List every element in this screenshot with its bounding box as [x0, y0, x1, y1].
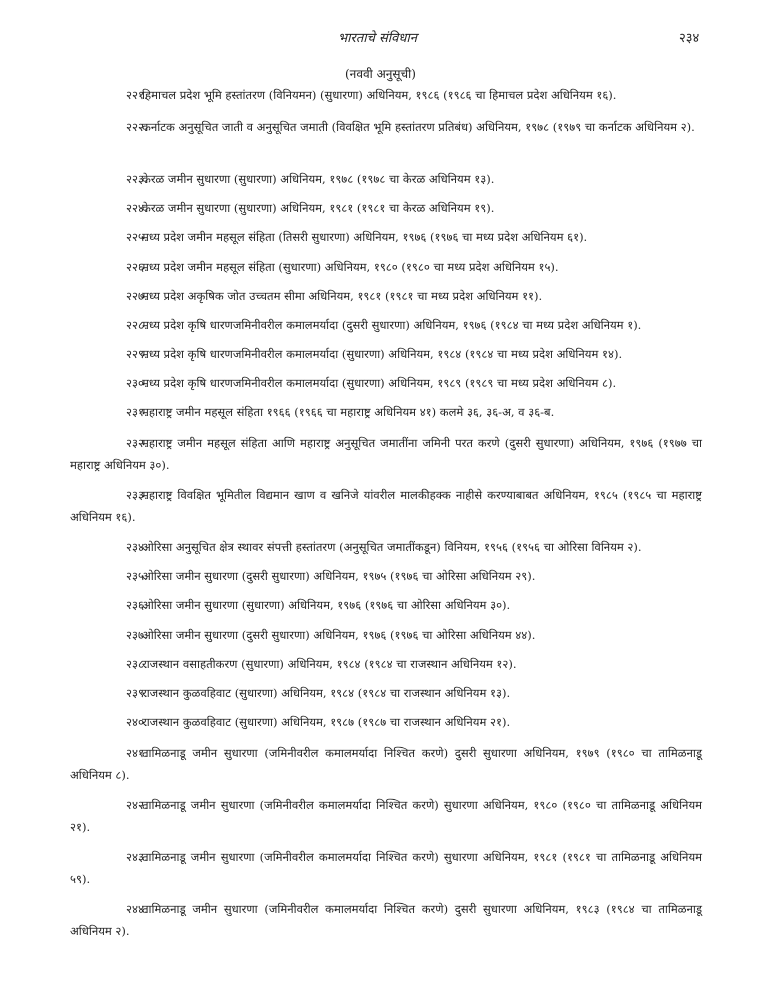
entry-number: २३२.: [126, 436, 148, 450]
entry-text: मध्य प्रदेश जमीन महसूल संहिता (तिसरी सुधारणा) अधिनियम, १९७६ (१९७६ चा मध्य प्रदेश अधिनियम ६१).: [142, 230, 588, 244]
entry-number: २४२.: [126, 798, 148, 812]
list-item: [70, 624, 702, 646]
entry-number: २२९.: [126, 347, 148, 361]
list-item: [70, 742, 702, 786]
entry-text: कर्नाटक अनुसूचित जाती व अनुसूचित जमाती (विवक्षित भूमि हस्तांतरण प्रतिबंध) अधिनियम, १९७८ (१९७९ चा कर्नाटक अधिनियम २).: [142, 120, 695, 134]
list-item: [70, 168, 702, 190]
entry-number: २२५.: [126, 230, 148, 244]
entry-text: महाराष्ट्र विवक्षित भूमितील विद्यमान खाण व खनिजे यांवरील मालकीहक्क नाहीसे करण्याबाबत अधिनियम, १९८५ (१९८५ चा महाराष्ट्र अधिनियम १६).: [70, 488, 702, 524]
entry-text: तामिळनाडू जमीन सुधारणा (जमिनीवरील कमालमर्यादा निश्चित करणे) सुधारणा अधिनियम, १९८१ (१९८१ चा तामिळनाडू अधिनियम ५९).: [70, 850, 702, 886]
entry-number: २२८.: [126, 318, 148, 332]
entry-text: ओरिसा जमीन सुधारणा (सुधारणा) अधिनियम, १९७६ (१९७६ चा ओरिसा अधिनियम ३०).: [142, 598, 511, 612]
entry-number: २४४.: [126, 902, 148, 916]
list-item: [70, 116, 702, 138]
page-header-title: भारताचे संविधान: [338, 31, 417, 46]
entry-number: २३१.: [126, 405, 148, 419]
list-item: [70, 682, 702, 704]
list-item: [70, 256, 702, 278]
entry-text: मध्य प्रदेश कृषि धारणजमिनीवरील कमालमर्यादा (दुसरी सुधारणा) अधिनियम, १९७६ (१९८४ चा मध्य प्रदेश अधिनियम १).: [142, 318, 642, 332]
entry-text: ओरिसा जमीन सुधारणा (दुसरी सुधारणा) अधिनियम, १९७६ (१९७६ चा ओरिसा अधिनियम ४४).: [142, 628, 536, 642]
entry-number: २४०.: [126, 715, 148, 729]
entry-number: २३६.: [126, 598, 148, 612]
list-item: [70, 594, 702, 616]
list-item: [70, 197, 702, 219]
entry-number: २३४.: [126, 540, 148, 554]
entry-number: २४१.: [126, 746, 148, 760]
entry-text: ओरिसा अनुसूचित क्षेत्र स्थावर संपत्ती हस्तांतरण (अनुसूचित जमातींकडून) विनियम, १९५६ (१९५६ चा ओरिसा विनियम २).: [142, 540, 642, 554]
entry-number: २३५.: [126, 569, 148, 583]
entry-text: मध्य प्रदेश कृषि धारणजमिनीवरील कमालमर्यादा (सुधारणा) अधिनियम, १९८४ (१९८४ चा मध्य प्रदेश अधिनियम १४).: [142, 347, 623, 361]
list-item: [70, 536, 702, 558]
list-item: [70, 314, 702, 336]
entry-number: २३३.: [126, 488, 148, 502]
entry-number: २२३.: [126, 172, 148, 186]
entry-number: २२४.: [126, 201, 148, 215]
entry-number: २३८.: [126, 657, 148, 671]
entry-number: २२२.: [126, 120, 148, 134]
list-item: [70, 401, 702, 423]
entry-number: २२६.: [126, 260, 148, 274]
list-item: [70, 711, 702, 733]
entry-text: तामिळनाडू जमीन सुधारणा (जमिनीवरील कमालमर्यादा निश्चित करणे) सुधारणा अधिनियम, १९८० (१९८० चा तामिळनाडू अधिनियम २१).: [70, 798, 702, 834]
entry-text: हिमाचल प्रदेश भूमि हस्तांतरण (विनियमन) (सुधारणा) अधिनियम, १९८६ (१९८६ चा हिमाचल प्रदेश अधिनियम १६).: [142, 88, 617, 102]
entry-text: मध्य प्रदेश अकृषिक जोत उच्चतम सीमा अधिनियम, १९८१ (१९८१ चा मध्य प्रदेश अधिनियम ११).: [142, 289, 543, 303]
entry-text: महाराष्ट्र जमीन महसूल संहिता १९६६ (१९६६ चा महाराष्ट्र अधिनियम ४१) कलमे ३६, ३६-अ, व ३६-ब.: [142, 405, 555, 419]
entry-text: केरळ जमीन सुधारणा (सुधारणा) अधिनियम, १९७८ (१९७८ चा केरळ अधिनियम १३).: [142, 172, 495, 186]
list-item: [70, 898, 702, 942]
entry-text: तामिळनाडू जमीन सुधारणा (जमिनीवरील कमालमर्यादा निश्चित करणे) दुसरी सुधारणा अधिनियम, १९८३ (१९८४ चा तामिळनाडू अधिनियम २).: [70, 902, 702, 938]
list-item: [70, 285, 702, 307]
entry-text: राजस्थान कुळवहिवाट (सुधारणा) अधिनियम, १९८७ (१९८७ चा राजस्थान अधिनियम २१).: [142, 715, 511, 729]
list-item: [70, 84, 702, 106]
entry-text: तामिळनाडू जमीन सुधारणा (जमिनीवरील कमालमर्यादा निश्चित करणे) दुसरी सुधारणा अधिनियम, १९७९ (१९८० चा तामिळनाडू अधिनियम ८).: [70, 746, 702, 782]
entry-number: २३०.: [126, 376, 148, 390]
list-item: [70, 565, 702, 587]
entry-number: २२७.: [126, 289, 148, 303]
entry-text: ओरिसा जमीन सुधारणा (दुसरी सुधारणा) अधिनियम, १९७५ (१९७६ चा ओरिसा अधिनियम २९).: [142, 569, 536, 583]
page-number: २३४: [679, 31, 700, 46]
entry-text: मध्य प्रदेश कृषि धारणजमिनीवरील कमालमर्यादा (सुधारणा) अधिनियम, १९८९ (१९८९ चा मध्य प्रदेश अधिनियम ८).: [142, 376, 617, 390]
list-item: [70, 794, 702, 838]
list-item: [70, 432, 702, 476]
list-item: [70, 343, 702, 365]
schedule-title: (नववी अनुसूची): [345, 67, 416, 81]
entry-text: महाराष्ट्र जमीन महसूल संहिता आणि महाराष्ट्र अनुसूचित जमातींना जमिनी परत करणे (दुसरी सुधारणा) अधिनियम, १९७६ (१९७७ चा महाराष्ट्र अधिनियम ३०).: [70, 436, 702, 472]
list-item: [70, 484, 702, 528]
entry-number: २३७.: [126, 628, 148, 642]
list-item: [70, 226, 702, 248]
entry-text: राजस्थान कुळवहिवाट (सुधारणा) अधिनियम, १९८४ (१९८४ चा राजस्थान अधिनियम १३).: [142, 686, 511, 700]
entry-text: राजस्थान वसाहतीकरण (सुधारणा) अधिनियम, १९८४ (१९८४ चा राजस्थान अधिनियम १२).: [142, 657, 517, 671]
list-item: [70, 653, 702, 675]
list-item: [70, 846, 702, 890]
entry-number: २३९.: [126, 686, 148, 700]
list-item: [70, 372, 702, 394]
entry-number: २४३.: [126, 850, 148, 864]
entry-text: मध्य प्रदेश जमीन महसूल संहिता (सुधारणा) अधिनियम, १९८० (१९८० चा मध्य प्रदेश अधिनियम १५).: [142, 260, 559, 274]
entry-text: केरळ जमीन सुधारणा (सुधारणा) अधिनियम, १९८१ (१९८१ चा केरळ अधिनियम १९).: [142, 201, 495, 215]
entry-number: २२१.: [126, 88, 148, 102]
